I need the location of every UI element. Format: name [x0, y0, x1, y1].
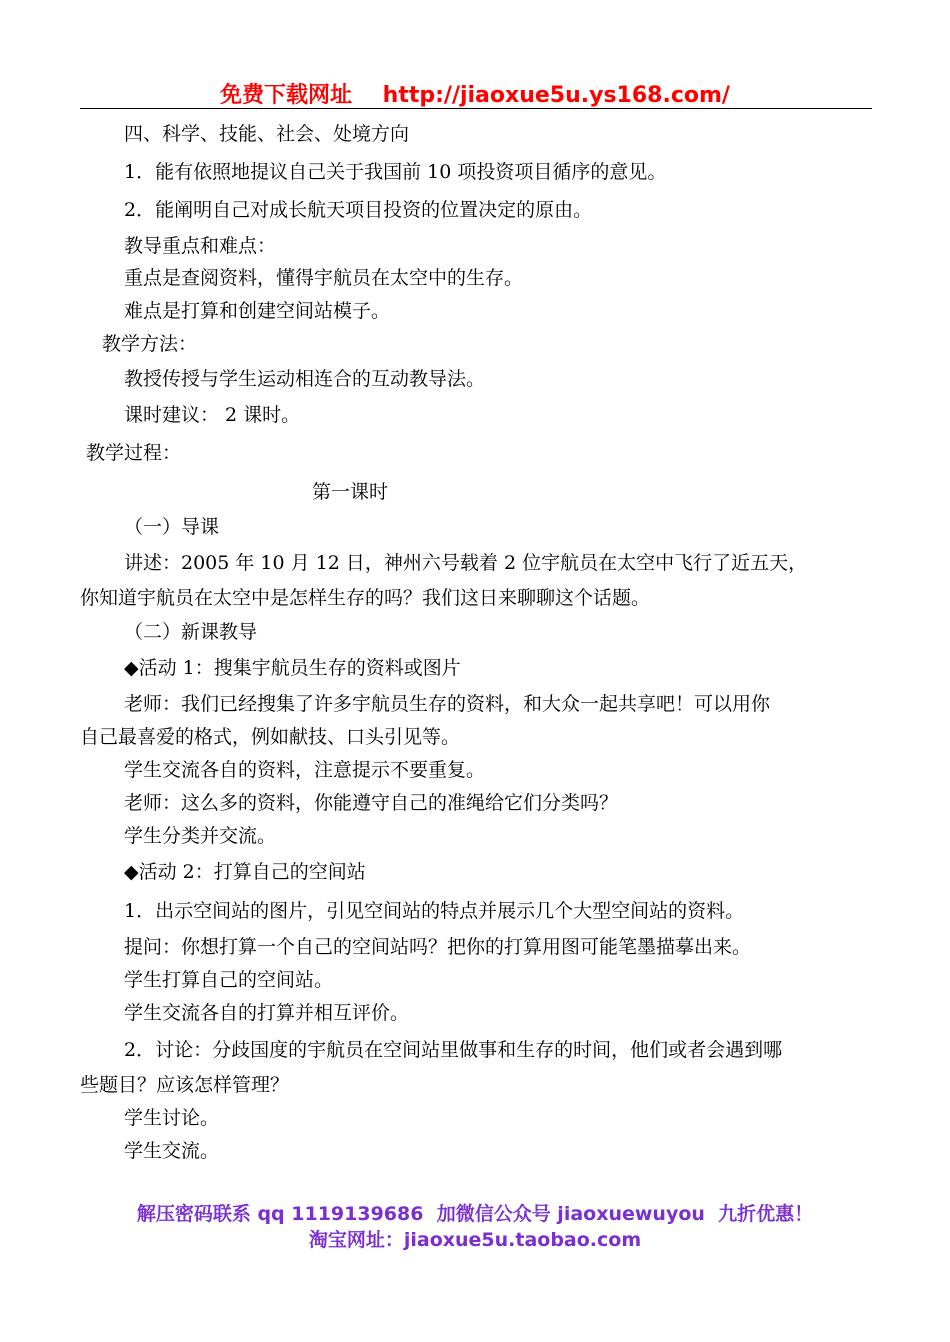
text-line: 学生讨论。	[124, 1107, 220, 1129]
text-line: 教学过程：	[86, 442, 182, 464]
text-line: （二）新课教导	[124, 621, 258, 643]
text-line: 教授传授与学生运动相连合的互动教导法。	[124, 368, 486, 390]
text-line: 难点是打算和创建空间站模子。	[124, 300, 391, 322]
text-line: 提问：你想打算一个自己的空间站吗？把你的打算用图可能笔墨描摹出来。	[124, 936, 752, 958]
footer-contact: 解压密码联系 qq 1119139686 加微信公众号 jiaoxuewuyou 九折优惠！	[136, 1203, 814, 1225]
text-line: 学生交流各自的资料，注意提示不要重复。	[124, 759, 486, 781]
text-line: 重点是查阅资料，懂得宇航员在太空中的生存。	[124, 267, 524, 289]
header-divider	[80, 108, 872, 109]
text-line: 1．出示空间站的图片，引见空间站的特点并展示几个大型空间站的资料。	[124, 900, 745, 922]
text-line: 学生打算自己的空间站。	[124, 969, 334, 991]
footer-taobao-url: 淘宝网址：jiaoxue5u.taobao.com	[308, 1229, 642, 1251]
text-line: ◆活动 2：打算自己的空间站	[124, 861, 366, 883]
text-line: 你知道宇航员在太空中是怎样生存的吗？我们这日来聊聊这个话题。	[80, 587, 651, 609]
text-line: 老师：这么多的资料，你能遵守自己的准绳给它们分类吗？	[124, 792, 619, 814]
text-line: 学生交流。	[124, 1140, 220, 1162]
text-line: 2．能阐明自己对成长航天项目投资的位置决定的原由。	[124, 199, 593, 221]
download-url-header: 免费下载网址 http://jiaoxue5u.ys168.com/	[220, 83, 730, 108]
text-line: 些题目？应该怎样管理？	[80, 1074, 290, 1096]
text-line: （一）导课	[124, 516, 220, 538]
section-title: 第一课时	[312, 481, 389, 503]
text-line: 教学方法：	[102, 333, 198, 355]
text-line: 老师：我们已经搜集了许多宇航员生存的资料，和大众一起共享吧！可以用你	[124, 693, 771, 715]
text-line: ◆活动 1：搜集宇航员生存的资料或图片	[124, 657, 461, 679]
text-line: 学生分类并交流。	[124, 825, 277, 847]
text-line: 课时建议： 2 课时。	[124, 404, 301, 426]
text-line: 2．讨论：分歧国度的宇航员在空间站里做事和生存的时间，他们或者会遇到哪	[124, 1039, 783, 1061]
text-line: 讲述：2005 年 10 月 12 日，神州六号载着 2 位宇航员在太空中飞行了近五天，	[124, 552, 808, 574]
text-line: 教导重点和难点：	[124, 235, 277, 257]
text-line: 1．能有依照地提议自己关于我国前 10 项投资项目循序的意见。	[124, 161, 667, 183]
text-line: 四、科学、技能、社会、处境方向	[124, 123, 410, 145]
text-line: 学生交流各自的打算并相互评价。	[124, 1002, 410, 1024]
text-line: 自己最喜爱的格式，例如献技、口头引见等。	[80, 726, 461, 748]
